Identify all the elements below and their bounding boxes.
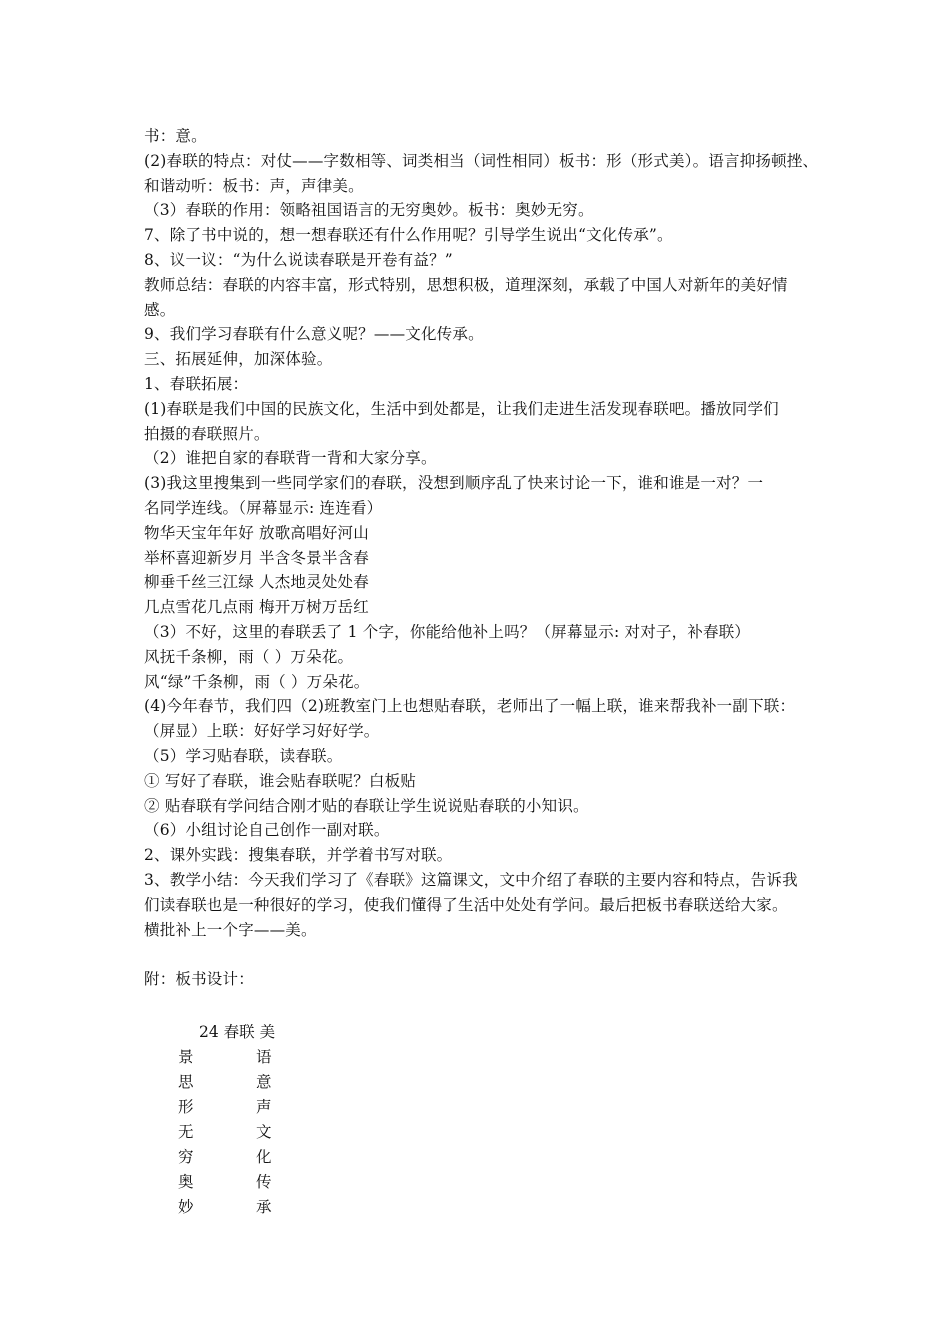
couplet-line: 柳垂千丝三江绿 人杰地灵处处春 <box>144 573 369 592</box>
board-right-char: 意 <box>256 1073 272 1091</box>
couplet-line: 几点雪花几点雨 梅开万树万岳红 <box>144 598 369 617</box>
text-line: 7、除了书中说的，想一想春联还有什么作用呢？引导学生说出“文化传承”。 <box>144 226 673 245</box>
couplet-line: 物华天宝年年好 放歌高唱好河山 <box>144 523 369 542</box>
couplet-line: 举杯喜迎新岁月 半含冬景半含春 <box>144 548 369 567</box>
text-line: 风抚千条柳，雨（ ）万朵花。 <box>144 647 354 666</box>
appendix-heading: 附：板书设计： <box>144 970 254 989</box>
text-line: (3)我这里搜集到一些同学家们的春联，没想到顺序乱了快来讨论一下，谁和谁是一对？一 <box>144 474 764 493</box>
text-line: 1、春联拓展： <box>144 374 249 393</box>
board-left-char: 无 <box>178 1123 194 1141</box>
board-right-char: 声 <box>256 1098 272 1116</box>
text-line: （3）春联的作用：领略祖国语言的无穷奥妙。板书：奥妙无穷。 <box>144 201 594 220</box>
text-line: （6）小组讨论自己创作一副对联。 <box>144 821 390 840</box>
board-left-char: 形 <box>178 1098 194 1116</box>
text-line: ② 贴春联有学问结合刚才贴的春联让学生说说贴春联的小知识。 <box>144 796 589 815</box>
board-title: 24 春联 美 <box>199 1023 276 1041</box>
lesson-plan-body <box>144 124 824 992</box>
text-line: 8、议一议：“为什么说读春联是开卷有益？” <box>144 250 453 269</box>
text-line: (4)今年春节，我们四（2)班教室门上也想贴春联，老师出了一幅上联，谁来帮我补一副下联： <box>144 697 796 716</box>
text-line: 拍摄的春联照片。 <box>144 424 270 443</box>
text-line: 感。 <box>144 300 176 319</box>
text-line: 教师总结：春联的内容丰富，形式特别，思想积极，道理深刻，承载了中国人对新年的美好情 <box>144 275 788 294</box>
board-left-char: 妙 <box>178 1198 194 1216</box>
text-line: (2)春联的特点：对仗——字数相等、词类相当（词性相同）板书：形（形式美）。语言抑扬顿挫、 <box>144 151 819 170</box>
text-line: （3）不好，这里的春联丢了 1 个字，你能给他补上吗？（屏幕显示: 对对子，补春联） <box>144 622 751 641</box>
text-line: 横批补上一个字——美。 <box>144 920 317 939</box>
board-left-char: 景 <box>178 1048 194 1066</box>
board-left-char: 思 <box>178 1073 194 1091</box>
board-left-char: 奥 <box>178 1173 194 1191</box>
text-line: 3、教学小结：今天我们学习了《春联》这篇课文，文中介绍了春联的主要内容和特点，告诉我 <box>144 870 798 889</box>
text-line: 和谐动听：板书：声，声律美。 <box>144 176 364 195</box>
text-line: （5）学习贴春联，读春联。 <box>144 746 343 765</box>
text-line: 名同学连线。（屏幕显示: 连连看） <box>144 498 383 517</box>
board-right-char: 化 <box>256 1148 272 1166</box>
board-left-char: 穷 <box>178 1148 194 1166</box>
text-line: 2、课外实践：搜集春联，并学着书写对联。 <box>144 846 453 865</box>
text-line: 风“绿”千条柳，雨（ ）万朵花。 <box>144 672 370 691</box>
text-line: ① 写好了春联，谁会贴春联呢？白板贴 <box>144 771 417 790</box>
blank-line <box>144 942 824 967</box>
board-right-char: 承 <box>256 1198 272 1216</box>
text-line: （2）谁把自家的春联背一背和大家分享。 <box>144 449 437 468</box>
text-line: 9、我们学习春联有什么意义呢？——文化传承。 <box>144 325 484 344</box>
board-right-char: 传 <box>256 1173 272 1191</box>
text-line: 们读春联也是一种很好的学习，使我们懂得了生活中处处有学问。最后把板书春联送给大家。 <box>144 895 788 914</box>
text-line: (1)春联是我们中国的民族文化，生活中到处都是，让我们走进生活发现春联吧。播放同学们 <box>144 399 779 418</box>
board-right-char: 语 <box>256 1048 272 1066</box>
section-heading: 三、拓展延伸，加深体验。 <box>144 350 333 369</box>
text-line: 书：意。 <box>144 127 207 145</box>
board-right-char: 文 <box>256 1123 272 1141</box>
text-line: （屏显）上联：好好学习好好学。 <box>144 722 380 741</box>
